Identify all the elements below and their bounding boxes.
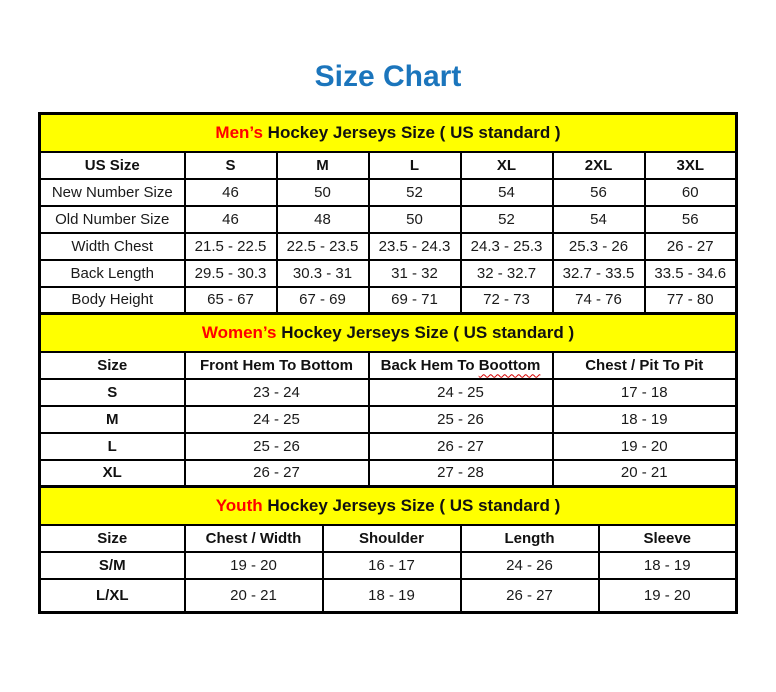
- womens-value-cell: 20 - 21: [553, 460, 737, 487]
- mens-column-header: 2XL: [553, 152, 645, 179]
- mens-value-cell: 46: [185, 206, 277, 233]
- mens-band-title: Men’s Hockey Jerseys Size ( US standard ): [40, 114, 737, 152]
- womens-row-label: XL: [40, 460, 185, 487]
- mens-value-cell: 69 - 71: [369, 287, 461, 314]
- mens-value-cell: 48: [277, 206, 369, 233]
- womens-size-table: [38, 312, 738, 488]
- womens-value-cell: 17 - 18: [553, 379, 737, 406]
- mens-value-cell: 32 - 32.7: [461, 260, 553, 287]
- mens-value-cell: 74 - 76: [553, 287, 645, 314]
- mens-value-cell: 24.3 - 25.3: [461, 233, 553, 260]
- youth-value-cell: 18 - 19: [599, 552, 737, 579]
- womens-header-row: [40, 352, 737, 379]
- mens-value-cell: 26 - 27: [645, 233, 737, 260]
- youth-value-cell: 24 - 26: [461, 552, 599, 579]
- youth-column-header: Length: [461, 525, 599, 552]
- youth-band-title: Youth Hockey Jerseys Size ( US standard ): [40, 487, 737, 525]
- womens-table-row: [40, 406, 737, 433]
- youth-size-table: [38, 485, 738, 614]
- womens-column-header: Chest / Pit To Pit: [553, 352, 737, 379]
- mens-value-cell: 65 - 67: [185, 287, 277, 314]
- mens-column-header: 3XL: [645, 152, 737, 179]
- mens-value-cell: 54: [461, 179, 553, 206]
- misspelled-word-wavy-underline: Boottom: [478, 356, 541, 374]
- mens-column-header: XL: [461, 152, 553, 179]
- womens-table-row: [40, 460, 737, 487]
- womens-value-cell: 18 - 19: [553, 406, 737, 433]
- youth-column-header: Shoulder: [323, 525, 461, 552]
- womens-value-cell: 25 - 26: [185, 433, 369, 460]
- mens-value-cell: 33.5 - 34.6: [645, 260, 737, 287]
- mens-column-header: M: [277, 152, 369, 179]
- youth-table-row: [40, 552, 737, 579]
- mens-row-label: Old Number Size: [40, 206, 185, 233]
- page-title: Size Chart: [314, 60, 462, 93]
- mens-value-cell: 56: [553, 179, 645, 206]
- womens-table-row: [40, 379, 737, 406]
- mens-row-label: Width Chest: [40, 233, 185, 260]
- youth-row-label: S/M: [40, 552, 185, 579]
- youth-row-label: L/XL: [40, 579, 185, 613]
- mens-table-row: [40, 179, 737, 206]
- mens-band-accent-word: Men’s: [215, 122, 263, 142]
- womens-band-title: Women’s Hockey Jerseys Size ( US standard ): [40, 314, 737, 352]
- youth-value-cell: 16 - 17: [323, 552, 461, 579]
- mens-row-label: Body Height: [40, 287, 185, 314]
- womens-band-accent-word: Women’s: [201, 322, 277, 342]
- youth-band-row: [40, 487, 737, 525]
- youth-table-row: [40, 579, 737, 613]
- womens-column-header: Size: [40, 352, 185, 379]
- mens-value-cell: 29.5 - 30.3: [185, 260, 277, 287]
- youth-value-cell: 19 - 20: [599, 579, 737, 613]
- mens-table-row: [40, 260, 737, 287]
- mens-value-cell: 30.3 - 31: [277, 260, 369, 287]
- size-tables-container: [38, 112, 738, 614]
- mens-value-cell: 50: [369, 206, 461, 233]
- womens-row-label: M: [40, 406, 185, 433]
- mens-table-row: [40, 233, 737, 260]
- mens-value-cell: 22.5 - 23.5: [277, 233, 369, 260]
- mens-column-header: US Size: [40, 152, 185, 179]
- mens-table-row: [40, 287, 737, 314]
- mens-value-cell: 72 - 73: [461, 287, 553, 314]
- womens-row-label: S: [40, 379, 185, 406]
- womens-value-cell: 25 - 26: [369, 406, 553, 433]
- mens-value-cell: 32.7 - 33.5: [553, 260, 645, 287]
- mens-value-cell: 54: [553, 206, 645, 233]
- youth-value-cell: 18 - 19: [323, 579, 461, 613]
- mens-value-cell: 31 - 32: [369, 260, 461, 287]
- womens-value-cell: 27 - 28: [369, 460, 553, 487]
- mens-table-row: [40, 206, 737, 233]
- mens-header-row: [40, 152, 737, 179]
- mens-value-cell: 77 - 80: [645, 287, 737, 314]
- mens-value-cell: 21.5 - 22.5: [185, 233, 277, 260]
- mens-value-cell: 50: [277, 179, 369, 206]
- youth-column-header: Sleeve: [599, 525, 737, 552]
- mens-value-cell: 67 - 69: [277, 287, 369, 314]
- mens-value-cell: 52: [461, 206, 553, 233]
- womens-value-cell: 26 - 27: [185, 460, 369, 487]
- youth-column-header: Chest / Width: [185, 525, 323, 552]
- womens-column-header: Back Hem To Boottom: [369, 352, 553, 379]
- mens-value-cell: 56: [645, 206, 737, 233]
- womens-band-row: [40, 314, 737, 352]
- mens-column-header: S: [185, 152, 277, 179]
- mens-size-table: [38, 112, 738, 315]
- youth-column-header: Size: [40, 525, 185, 552]
- youth-header-row: [40, 525, 737, 552]
- youth-value-cell: 19 - 20: [185, 552, 323, 579]
- mens-row-label: New Number Size: [40, 179, 185, 206]
- mens-value-cell: 23.5 - 24.3: [369, 233, 461, 260]
- mens-row-label: Back Length: [40, 260, 185, 287]
- youth-band-accent-word: Youth: [215, 495, 263, 515]
- womens-column-header: Front Hem To Bottom: [185, 352, 369, 379]
- womens-table-row: [40, 433, 737, 460]
- mens-value-cell: 46: [185, 179, 277, 206]
- youth-value-cell: 20 - 21: [185, 579, 323, 613]
- mens-value-cell: 60: [645, 179, 737, 206]
- size-chart-page: [0, 60, 776, 692]
- womens-value-cell: 23 - 24: [185, 379, 369, 406]
- womens-value-cell: 26 - 27: [369, 433, 553, 460]
- mens-column-header: L: [369, 152, 461, 179]
- womens-value-cell: 24 - 25: [185, 406, 369, 433]
- womens-row-label: L: [40, 433, 185, 460]
- womens-value-cell: 19 - 20: [553, 433, 737, 460]
- youth-value-cell: 26 - 27: [461, 579, 599, 613]
- mens-value-cell: 52: [369, 179, 461, 206]
- womens-value-cell: 24 - 25: [369, 379, 553, 406]
- mens-value-cell: 25.3 - 26: [553, 233, 645, 260]
- mens-band-row: [40, 114, 737, 152]
